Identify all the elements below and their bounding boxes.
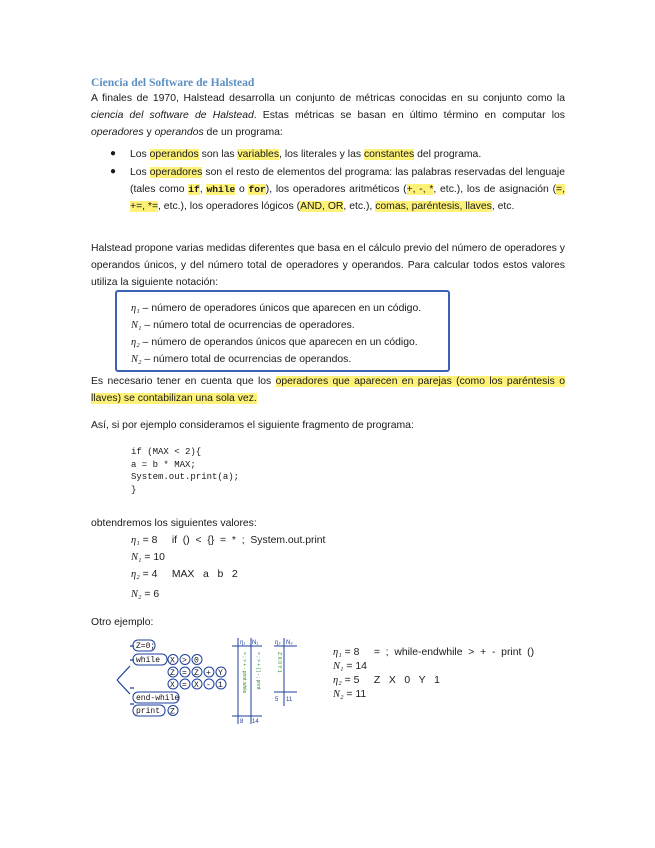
- value-line: N₁ = 14: [333, 661, 367, 672]
- values-intro: obtendremos los siguientes valores:: [91, 518, 257, 529]
- sketch-node: =: [182, 681, 187, 690]
- notation-line: N₁ – número total de ocurrencias de operadores.: [131, 320, 355, 331]
- sketch-node: Z=0;: [136, 642, 156, 651]
- tally-head: η₁: [240, 640, 246, 646]
- value-line: η₁ = 8 if () < {} = * ; System.out.print: [131, 535, 326, 546]
- notation-line: η₂ – número de operandos únicos que aparecen en un código.: [131, 337, 418, 348]
- code-line: System.out.print(a);: [131, 472, 240, 482]
- sketch-node: >: [182, 656, 187, 666]
- tally-head: N₁: [252, 640, 259, 646]
- tally-head: η₂: [275, 640, 281, 646]
- value-line: N₂ = 11: [333, 689, 367, 700]
- example-intro: Así, si por ejemplo consideramos el siguiente fragmento de programa:: [91, 420, 414, 431]
- sketch-node: +: [206, 669, 211, 678]
- sketch-node: Y: [218, 669, 223, 678]
- sketch-node: Z: [170, 707, 175, 717]
- sketch-node: -: [206, 681, 211, 690]
- sketch-node: Z: [170, 669, 175, 678]
- tally-head: N₂: [286, 640, 293, 646]
- other-example-label: Otro ejemplo:: [91, 617, 154, 628]
- bullet-operadores: Los operadores son el resto de elementos del programa: las palabras reservadas del lenguaje (tales como if, while o for), los operadores aritméticos (+, -, *, etc.), los de asignación (=, +=, *=, etc.), los operadores lógicos (AND, OR, etc.), comas, paréntesis, llaves, etc.: [130, 167, 566, 212]
- bullet-dot: ●: [110, 148, 117, 159]
- value-line: η₂ = 5 Z X 0 Y 1: [333, 675, 440, 686]
- bullet-dot: ●: [110, 166, 117, 177]
- value-line: η₁ = 8 = ; while-endwhile > + - print (): [333, 647, 535, 658]
- bullet-operandos: Los operandos son las variables, los literales y las constantes del programa.: [130, 149, 482, 160]
- tally-column: = ; > + - print while: [241, 652, 247, 694]
- code-line: }: [131, 484, 137, 495]
- sketch-node: print: [136, 707, 161, 716]
- sketch-node: 0: [194, 656, 199, 666]
- section-title: Ciencia del Software de Halstead: [91, 76, 255, 89]
- code-line: a = b * MAX;: [131, 459, 196, 470]
- sketch-node: Z: [194, 669, 199, 678]
- sketch-node: X: [170, 681, 175, 690]
- notation-line: η₁ – número de operadores únicos que aparecen en un código.: [131, 303, 422, 314]
- code-line: if (MAX < 2){: [131, 447, 202, 457]
- value-line: N₂ = 6: [131, 589, 160, 600]
- value-line: N₁ = 10: [131, 552, 165, 563]
- bracket-stroke: [117, 666, 130, 694]
- hand-drawn-diagram: [112, 636, 297, 726]
- intro-paragraph: A finales de 1970, Halstead desarrolla un conjunto de métricas conocidas en su conjunto como la ciencia del software de Halstead. Estas métricas se basan en último término en computar los operadores y operandos de un programa:: [91, 93, 565, 138]
- sketch-node: while: [136, 656, 161, 665]
- sketch-node: 1: [218, 681, 223, 690]
- sketch-node: X: [170, 656, 175, 666]
- tally-column: Z X 0 Y 1: [276, 652, 282, 673]
- tally-column: = ; > + ( ) - ; print: [255, 652, 261, 690]
- sketch-node: X: [194, 681, 199, 690]
- sketch-node: =: [182, 669, 187, 678]
- tally-total: 11: [286, 697, 293, 703]
- notation-line: N₂ – número total de ocurrencias de operandos.: [131, 354, 352, 365]
- notation-intro: Halstead propone varias medidas diferentes que basa en el cálculo previo del número de operadores y operandos únicos, y del número total de operadores y operandos. Para calcular todos estos valores utiliza la siguiente notación:: [91, 243, 565, 288]
- sketch-node: end-while: [136, 694, 180, 703]
- tally-total: 14: [252, 719, 259, 725]
- pairs-note: Es necesario tener en cuenta que los operadores que aparecen en parejas (como los paréntesis o llaves) se contabilizan una sola vez.: [91, 376, 565, 404]
- value-line: η₂ = 4 MAX a b 2: [131, 569, 238, 580]
- tally-total: 8: [240, 719, 244, 725]
- tally-total: 5: [275, 697, 279, 703]
